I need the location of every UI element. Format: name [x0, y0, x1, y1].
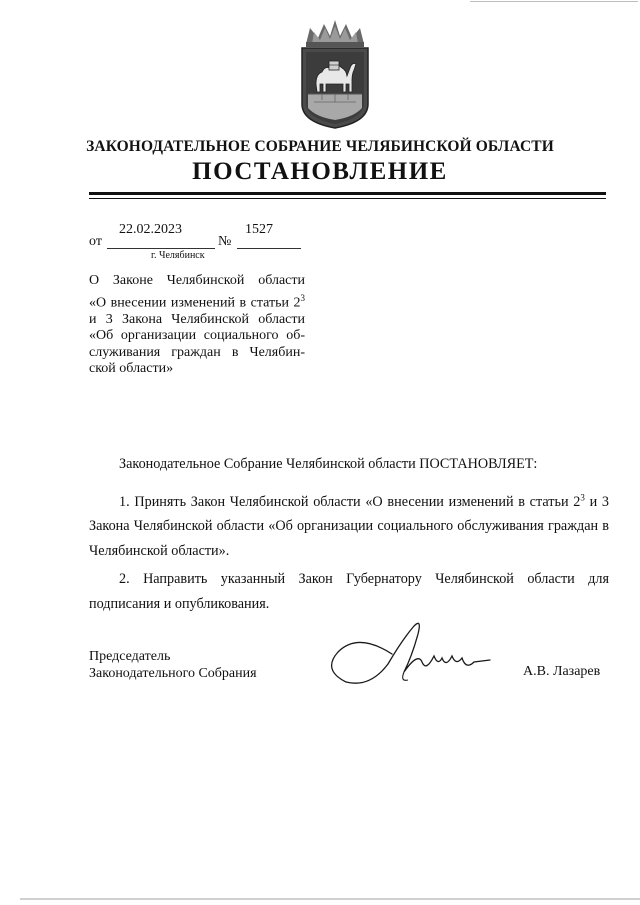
subject-line: О Законе Челябинской области — [89, 273, 305, 288]
document-meta — [89, 222, 349, 262]
scan-edge-top — [470, 1, 638, 2]
subject-superscript: 3 — [300, 292, 305, 303]
resolution-item-2: 2. Направить указанный Закон Губернатору Челябинской области для подписания и опубликования. — [89, 571, 609, 612]
position-line-2: Законодательного Собрания — [89, 666, 257, 681]
subject-line: ской области» — [89, 361, 174, 377]
header-rule-thin — [89, 198, 606, 199]
signatory-name: А.В. Лазарев — [523, 664, 601, 679]
subject-line: служивания граждан в Челябин- — [89, 344, 305, 360]
subject-line: «Об организации социального об- — [89, 328, 305, 344]
number-prefix-label: № — [218, 234, 232, 249]
number-underline — [237, 248, 301, 249]
date-underline — [107, 248, 215, 249]
resolution-preamble: Законодательное Собрание Челябинской области ПОСТАНОВЛЯЕТ: — [119, 456, 538, 472]
scan-edge-bottom — [20, 898, 640, 900]
city-label: г. Челябинск — [151, 250, 205, 261]
position-line-1: Председатель — [89, 649, 171, 664]
crown-icon — [306, 20, 364, 47]
header-rule-thick — [89, 192, 606, 195]
document-number: 1527 — [245, 222, 273, 237]
subject-line-with-sup: «О внесении изменений в статьи $2^3$ — [89, 292, 305, 311]
organization-title: ЗАКОНОДАТЕЛЬНОЕ СОБРАНИЕ ЧЕЛЯБИНСКОЙ ОБЛАСТИ — [86, 138, 554, 155]
date-prefix-label: от — [89, 234, 102, 249]
chelyabinsk-coat-of-arms-icon — [292, 18, 378, 130]
subject-line: и 3 Закона Челябинской области — [89, 311, 305, 327]
handwritten-signature — [318, 612, 508, 692]
document-subject — [89, 273, 305, 378]
document-type-title: ПОСТАНОВЛЕНИЕ — [192, 158, 448, 185]
resolution-item-1: 1. Принять Закон Челябинской области «О внесении изменений в статьи $2^3$ и 3 Закона Челябинской области «Об организации социального обслуживания граждан в Челябинской области». — [89, 491, 610, 559]
resolution-body — [89, 452, 609, 620]
signatory-position — [89, 648, 257, 682]
document-date: 22.02.2023 — [119, 222, 182, 237]
